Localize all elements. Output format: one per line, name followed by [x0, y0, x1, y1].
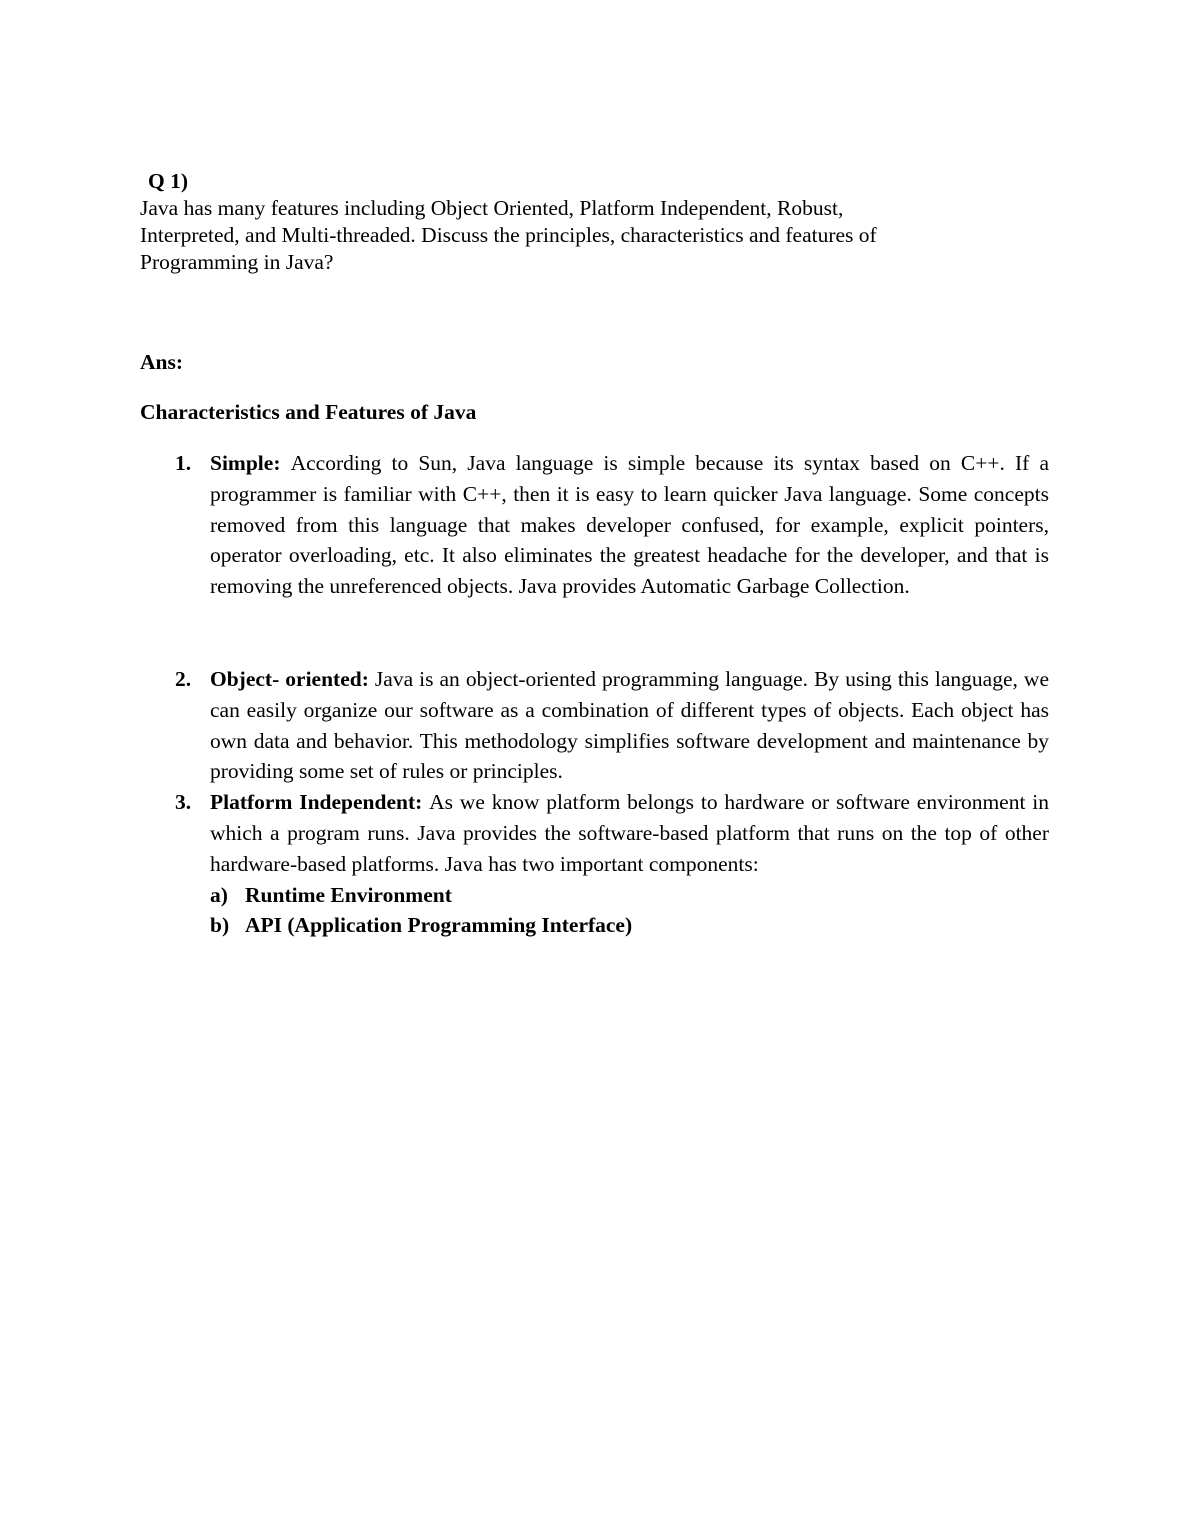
list-text: According to Sun, Java language is simple because its syntax based on C++. If a programmer is familiar with C++, then it is easy to learn quicker Java language. Some concepts removed from this language that makes developer confused, for example, explicit pointers, operator overloading, etc. It also eliminates the greatest headache for the developer, and that is removing the unreferenced objects. Java provides Automatic Garbage Collection. — [210, 451, 1049, 599]
list-number: 2. — [175, 667, 192, 691]
list-term: Simple: — [210, 451, 291, 475]
list-item-simple — [175, 448, 1049, 602]
sub-item-letter: b) — [210, 913, 230, 937]
answer-label: Ans: — [140, 350, 184, 374]
section-heading: Characteristics and Features of Java — [140, 400, 477, 424]
sub-item-api — [210, 910, 632, 940]
list-text: As we know platform belongs to hardware or software environment in which a program runs. Java provides the software-based platform that runs on the top of other hardware-based platforms. Java has two important components: — [210, 790, 1049, 876]
list-number: 3. — [175, 790, 192, 814]
question-label: Q 1) — [148, 169, 189, 193]
question-line: Programming in Java? — [140, 250, 334, 274]
question-text — [140, 195, 960, 276]
question-line: Java has many features including Object Oriented, Platform Independent, Robust, — [140, 196, 844, 220]
list-item-platform-independent — [175, 787, 1049, 879]
sub-item-text: Runtime Environment — [245, 883, 452, 907]
list-number: 1. — [175, 451, 192, 475]
list-term: Platform Independent: — [210, 790, 430, 814]
list-text: Java is an object-oriented programming language. By using this language, we can easily organize our software as a combination of different types of objects. Each object has own data and behavior. This methodology simplifies software development and maintenance by providing some set of rules or principles. — [210, 667, 1049, 784]
list-item-object-oriented — [175, 664, 1049, 787]
list-term: Object- oriented: — [210, 667, 375, 691]
sub-item-letter: a) — [210, 883, 228, 907]
sub-item-text: API (Application Programming Interface) — [245, 913, 633, 937]
question-line: Interpreted, and Multi-threaded. Discuss the principles, characteristics and features of — [140, 223, 877, 247]
sub-item-runtime-environment — [210, 880, 452, 910]
